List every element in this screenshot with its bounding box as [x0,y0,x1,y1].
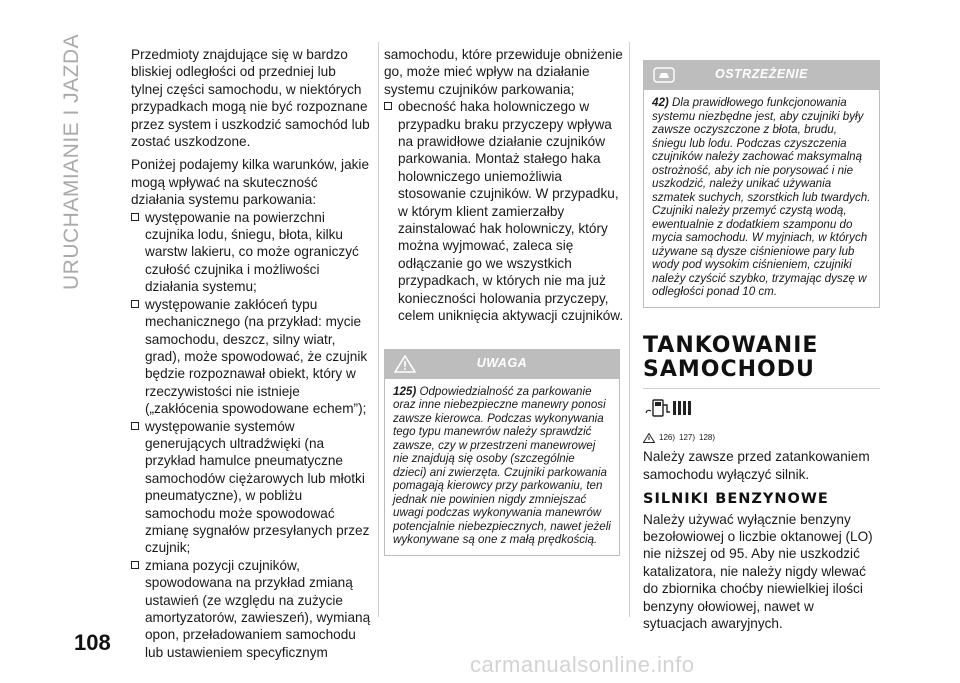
reference-number: 128) [699,432,716,442]
column-3 [643,60,880,632]
warning-box-header [643,60,880,90]
section-heading: TANKOWANIE SAMOCHODU [643,334,880,389]
bullet-square-icon [131,422,139,430]
car-warning-icon [653,66,675,84]
list-item: obecność haka holowniczego w przypadku braku przyczepy wpływa na prawidłowe działanie czujników parkowania. Montaż stałego haka holowniczego uniemożliwia stosowanie czujników. W przypadku, w którym klient zamierzałby zainstalować hak holowniczy, który można wyjmować, zaleca się odłączanie go we wszystkich przypadkach, w których nie ma już konieczności holowania przyczepy, celem uniknięcia aktywacji czujników. [384,98,624,324]
column-divider [378,42,379,617]
page-number: 108 [74,630,111,655]
column-1 [131,46,371,661]
warning-number: 42) [652,96,669,109]
bullet-square-icon [384,102,392,110]
uwaga-box-header [384,349,620,379]
list-item: zmiana pozycji czujników, spowodowana na przykład zmianą ustawień (ze względu na zużycie amortyzatorów, zawieszeń), wymianą opon, przeładowaniem samochodu lub ustawieniem specyficznym [131,557,371,661]
chapter-side-title: URUCHAMIANIE I JAZDA [60,33,83,290]
bullet-square-icon [131,300,139,308]
warning-box-body [643,90,880,308]
warning-triangle-icon [643,433,655,443]
list-item: występowanie zakłóceń typu mechanicznego (na przykład: mycie samochodu, deszcz, silny wiatr, grad), może spowodować, że czujnik będzie rozpoznawał obiekt, który w rzeczywistości nie istnieje („zakłócenia spowodowane echem”); [131,296,371,418]
uwaga-text: Odpowiedzialność za parkowanie oraz inne niebezpieczne manewry ponosi zawsze kierowca. Podczas wykonywania tego typu manewrów należy sprawdzić zawsze, czy w przestrzeni manewrowej nie znajdują się osoby (szczególnie dzieci) ani zwierzęta. Czujniki parkowania pomagają kierowcy przy parkowaniu, ten jednak nie powinien nigdy zmniejszać uwagi podczas wykonywania manewrów potencjalnie niebezpiecznych, nawet jeżeli wykonywane są one z małą prędkością. [393,384,611,546]
list-item: występowanie systemów generujących ultradźwięki (na przykład hamulce pneumatyczne samochodów ciężarowych lub młotki pneumatyczne), w pobliżu samochodu może spowodować zmianę sygnałów przesyłanych przez czujnik; [131,418,371,557]
subsection-heading: SILNIKI BENZYNOWE [643,491,829,508]
continued-paragraph: samochodu, które przewiduje obniżenie go, może mieć wpływ na działanie systemu czujników parkowania; [384,47,623,97]
petrol-paragraph: Należy używać wyłącznie benzyny bezołowiowej o liczbie oktanowej (LO) nie niższej od 95. Aby nie uszkodzić katalizatora, nie należy nigdy wlewać do zbiornika choćby niewielkiej ilości benzyny ołowiowej, nawet w sytuacjach awaryjnych. [643,511,873,631]
warning-references [643,429,880,446]
conditions-paragraph: Poniżej podajemy kilka warunków, jakie mogą wpływać na skuteczność działania systemu parkowania: [131,157,370,208]
list-item: występowanie na powierzchni czujnika lodu, śniegu, błota, kilku warstw lakieru, co może ograniczyć czułość czujnika i możliwości działania systemu; [131,209,371,296]
column-divider [629,42,630,617]
tank-paragraph: Należy zawsze przed zatankowaniem samochodu wyłączyć silnik. [643,449,870,482]
column-2 [384,46,624,556]
bullet-square-icon [131,213,139,221]
bullet-square-icon [131,561,139,569]
watermark-text: carmanualsonline.info [470,652,695,677]
uwaga-box [384,349,620,556]
fuel-pump-icon [643,397,880,423]
intro-paragraph: Przedmioty znajdujące się w bardzo bliskiej odległości od przedniej lub tylnej części samochodu, w niektórych przypadkach mogą nie być rozpoznane przez system i uszkodzić samochód lub zostać uszkodzone. [131,47,370,150]
uwaga-title: UWAGA [476,355,528,370]
reference-number: 126) [659,432,676,442]
warning-title: OSTRZEŻENIE [714,67,808,82]
warning-triangle-icon [394,355,416,373]
warning-box [643,60,880,308]
reference-number: 127) [679,432,696,442]
uwaga-number: 125) [393,384,417,398]
warning-text: Dla prawidłowego funkcjonowania systemu niezbędne jest, aby czujniki były zawsze oczyszczone z błota, brudu, śniegu lub lodu. Podczas czyszczenia czujników należy zachować maksymalną ostrożność, aby ich nie porysować i nie uszkodzić, należy unikać używania szmatek suchych, szorstkich lub twardych. Czujniki należy przemyć czystą wodą, ewentualnie z dodatkiem szamponu do mycia samochodu. W myjniach, w których używane są dysze ciśnieniowe pary lub wody pod wysokim ciśnieniem, czujniki należy czyścić szybko, trzymając dyszę w odległości ponad 10 cm. [652,96,871,298]
uwaga-box-body [384,379,620,556]
